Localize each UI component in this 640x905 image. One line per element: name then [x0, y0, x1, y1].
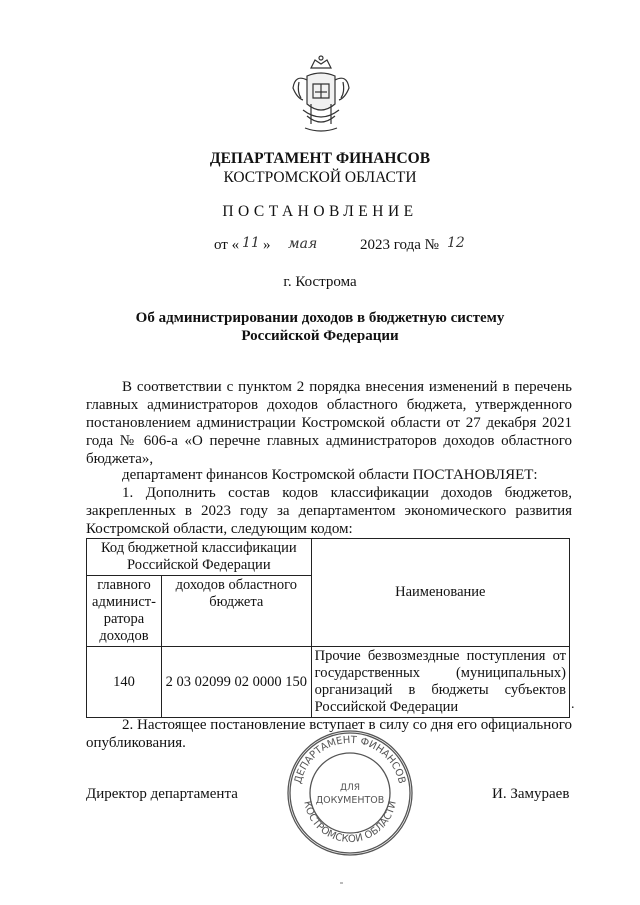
table-trailing-mark: .	[571, 697, 575, 712]
header-income: доходов областного бюджета	[161, 576, 311, 647]
cell-admin-code: 140	[87, 647, 162, 718]
department-title: ДЕПАРТАМЕНТ ФИНАНСОВ	[209, 150, 431, 167]
region-title: КОСТРОМСКОЙ ОБЛАСТИ	[223, 169, 417, 186]
scan-speck	[340, 882, 343, 884]
signer-position: Директор департамента	[86, 786, 238, 802]
stamp-center-line-1: ДЛЯ	[339, 783, 361, 793]
coat-of-arms-emblem	[289, 54, 353, 136]
date-year: 2023 года №	[360, 237, 439, 253]
header-admin: главного админист-ратора доходов	[87, 576, 162, 647]
date-month-handwritten: мая	[288, 236, 318, 252]
title-line-2: Российской Федерации	[241, 328, 399, 344]
document-type: ПОСТАНОВЛЕНИЕ	[222, 203, 418, 220]
document-number-handwritten: 12	[447, 235, 465, 251]
classification-table	[86, 538, 570, 718]
title-line-1: Об администрировании доходов в бюджетную систему	[135, 310, 505, 326]
paragraph-item-1: 1. Дополнить состав кодов классификации доходов бюджетов, закрепленных в 2023 году за департаментом экономического развития Костромской области, следующим кодом:	[86, 485, 572, 537]
date-day-close: »	[263, 237, 271, 253]
cell-income-name: Прочие безвозмездные поступления от государственных (муниципальных) организаций в бюджеты субъектов Российской Федерации	[311, 647, 569, 718]
official-stamp	[285, 728, 415, 858]
city: г. Кострома	[283, 274, 357, 290]
document-title	[0, 309, 640, 345]
stamp-center-line-2: ДОКУМЕНТОВ	[315, 795, 385, 806]
paragraph-basis: В соответствии с пунктом 2 порядка внесения изменений в перечень главных администраторов доходов областного бюджета, утвержденного постановлением администрации Костромской области от 27 декабря 2021 года № 606-а «О перечне главных администраторов доходов областного бюджета»,	[86, 379, 572, 467]
paragraph-resolves: департамент финансов Костромской области ПОСТАНОВЛЯЕТ:	[122, 467, 538, 483]
cell-income-code: 2 03 02099 02 0000 150	[161, 647, 311, 718]
table-header-row	[87, 539, 570, 576]
date-day-handwritten: 11	[242, 235, 260, 251]
paragraph-item-2: 2. Настоящее постановление вступает в силу со дня его официального опубликования.	[86, 717, 572, 751]
table-row	[87, 647, 570, 718]
stamp-text-top: ДЕПАРТАМЕНТ ФИНАНСОВ	[292, 734, 408, 785]
header-code-group: Код бюджетной классификации Российской Федерации	[87, 539, 312, 576]
stamp-text-bottom: КОСТРОМСКОЙ ОБЛАСТИ	[301, 800, 399, 846]
header-name: Наименование	[311, 539, 569, 647]
signer-name: И. Замураев	[492, 786, 570, 802]
date-prefix: от «	[214, 237, 240, 253]
